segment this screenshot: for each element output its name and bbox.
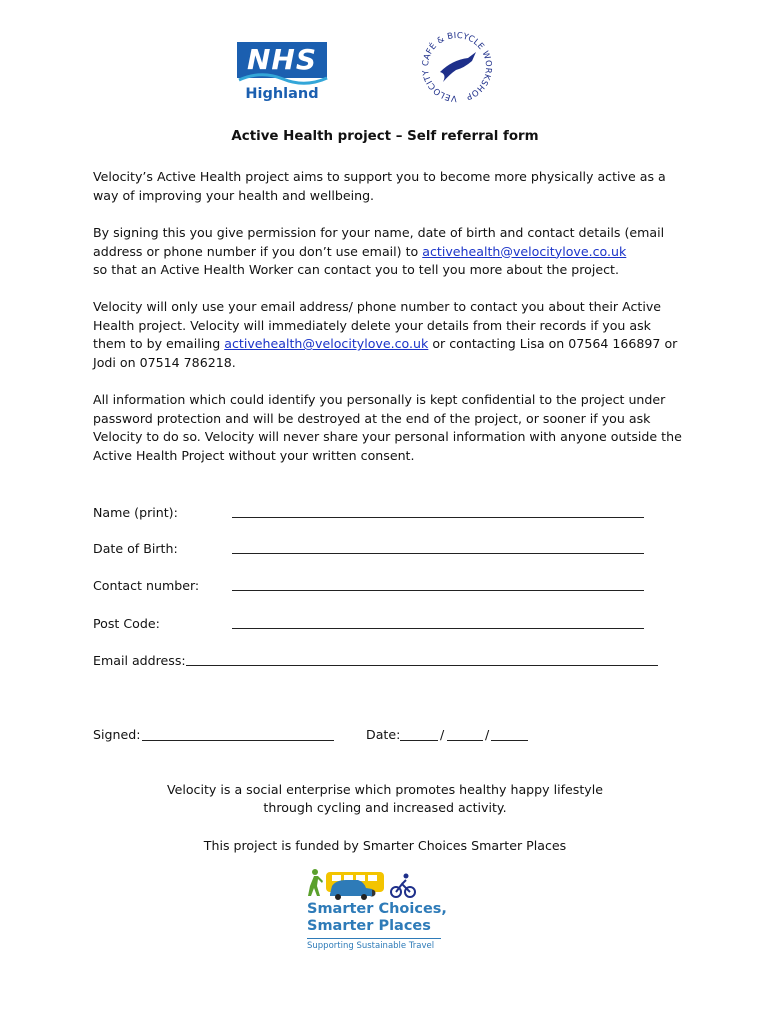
- permission-text-b: so that an Active Health Worker can contact you to tell you more about the project.: [93, 262, 619, 278]
- contact-label: Contact number:: [93, 578, 200, 593]
- permission-paragraph: [93, 224, 683, 280]
- date-day-field[interactable]: [400, 740, 438, 741]
- enterprise-statement-2: through cycling and increased activity.: [263, 800, 507, 815]
- signature-field[interactable]: [142, 740, 334, 741]
- nhs-logo: NHS: [237, 42, 327, 78]
- scsp-title-2: Smarter Places: [307, 918, 431, 934]
- email-link[interactable]: activehealth@velocitylove.co.uk: [422, 243, 627, 259]
- page-title: Active Health project – Self referral form: [231, 129, 539, 144]
- email-label: Email address:: [93, 653, 186, 668]
- date-month-field[interactable]: [447, 740, 483, 741]
- scsp-divider: [307, 938, 441, 939]
- cyclist-icon: [391, 874, 415, 898]
- dob-label: Date of Birth:: [93, 541, 178, 556]
- velocity-ring-text: VELOCITY CAFÉ & BICYCLE WORKSHOP: [419, 30, 495, 105]
- dob-field[interactable]: [232, 553, 644, 554]
- confidentiality-paragraph: All information which could identify you personally is kept confidential to the project under password protection and will be destroyed at the end of the project, or sooner if you ask Velocity to do so. Velocity will never share your personal information with anyone outside the Active Health Project without your written consent.: [93, 392, 682, 463]
- intro-paragraph: Velocity’s Active Health project aims to support you to become more physically active as a way of improving your health and wellbeing.: [93, 169, 666, 203]
- postcode-label: Post Code:: [93, 616, 160, 631]
- data-use-paragraph: [93, 298, 683, 372]
- name-field[interactable]: [232, 517, 644, 518]
- nhs-highland-label: Highland: [245, 86, 319, 102]
- enterprise-statement-1: Velocity is a social enterprise which promotes healthy happy lifestyle: [166, 782, 604, 797]
- contact-field[interactable]: [232, 590, 644, 591]
- date-separator: /: [440, 727, 445, 742]
- email-link-2[interactable]: activehealth@velocitylove.co.uk: [224, 336, 429, 352]
- funding-statement: This project is funded by Smarter Choices Smarter Places: [203, 838, 567, 853]
- walker-icon: [308, 869, 323, 896]
- swallow-icon: [440, 52, 476, 82]
- date-separator-2: /: [485, 727, 490, 742]
- scsp-title-1: Smarter Choices,: [307, 901, 447, 917]
- name-label: Name (print):: [93, 505, 178, 520]
- date-year-field[interactable]: [491, 740, 528, 741]
- data-use-text-b: or contacting Lisa on 07564 166897 or Jodi on 07514 786218.: [93, 336, 678, 370]
- signed-label: Signed:: [93, 727, 141, 742]
- scsp-tagline: Supporting Sustainable Travel: [307, 941, 435, 951]
- permission-text-a: By signing this you give permission for your name, date of birth and contact details (email address or phone number if you don’t use email) to: [93, 225, 665, 259]
- email-field[interactable]: [186, 665, 658, 666]
- data-use-text-a: Velocity will only use your email address/ phone number to contact you about their Active Health project. Velocity will immediately delete your details from their records if you ask them to by emailing: [93, 299, 662, 352]
- date-label: Date:: [366, 727, 401, 742]
- velocity-logo: [410, 30, 505, 105]
- nhs-wave-icon: [237, 72, 329, 86]
- postcode-field[interactable]: [232, 628, 644, 629]
- scsp-logo: [306, 866, 446, 900]
